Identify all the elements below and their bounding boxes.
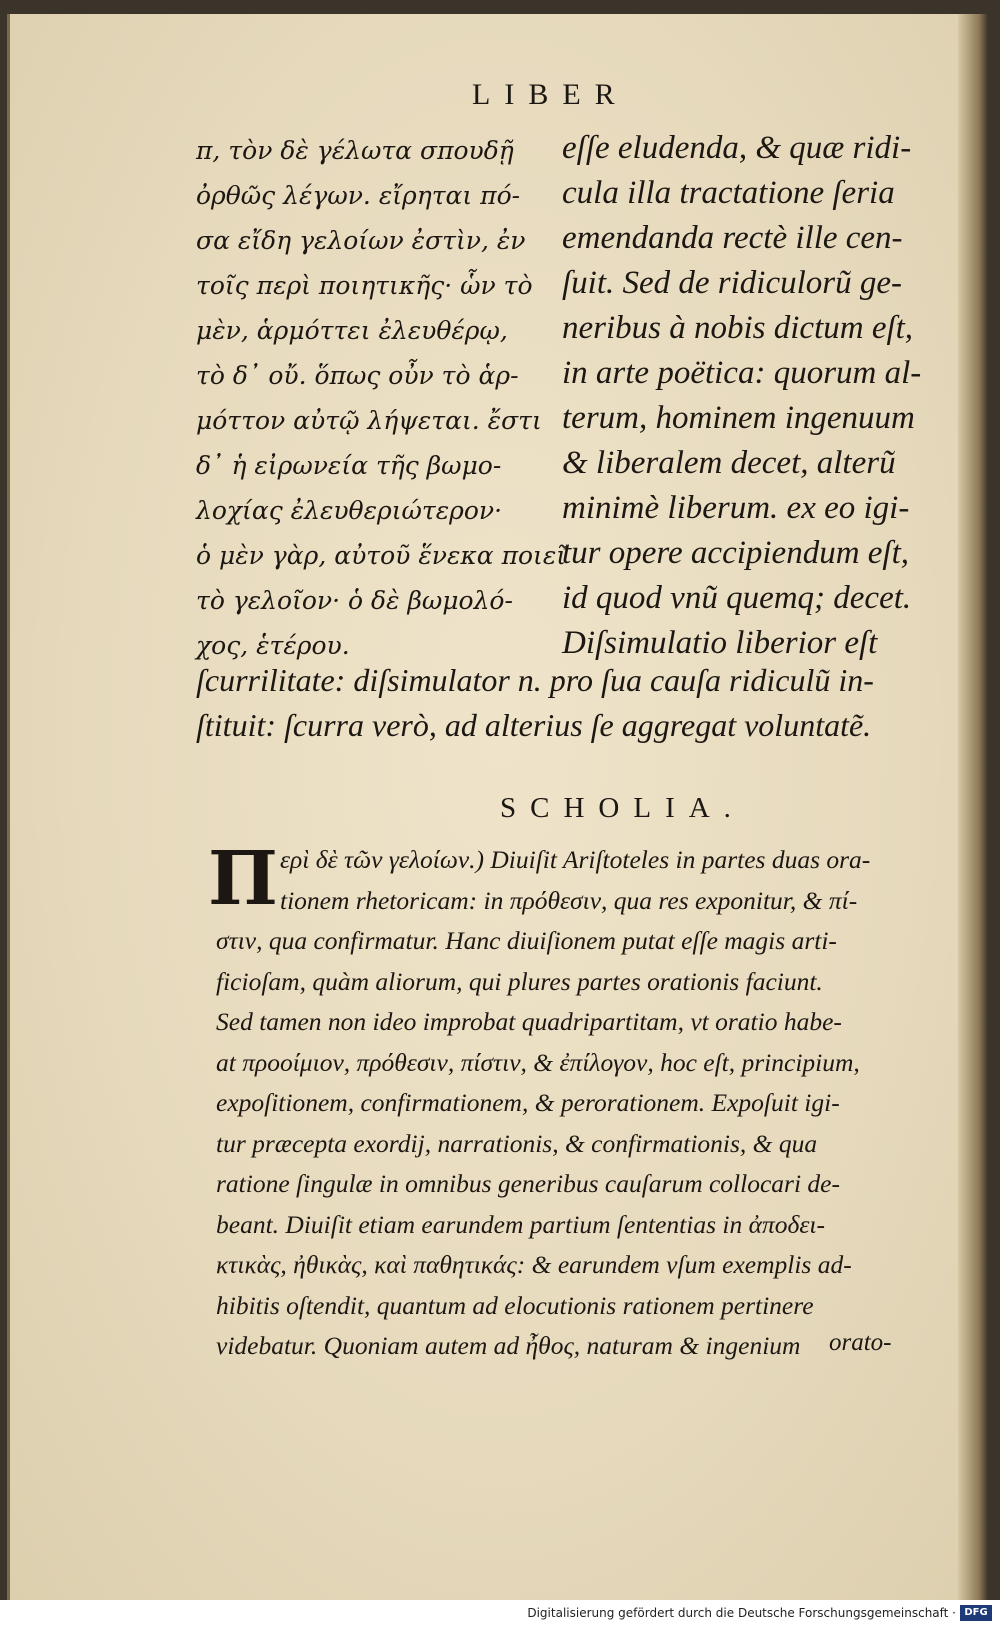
greek-line: ὀρθῶς λέγων. εἴρηται πό- (196, 181, 521, 210)
scholia-line: στιν, qua confirmatur. Hanc diuiſionem putat eſſe magis arti- (216, 926, 837, 955)
greek-line: τὸ γελοῖον· ὁ δὲ βωμολό- (196, 586, 513, 615)
latin-line: ſuit. Sed de ridiculorũ ge- (562, 265, 903, 301)
latin-line: neribus à nobis dictum eſt, (562, 310, 914, 346)
scholia-line: tur præcepta exordij, narrationis, & confirmationis, & qua (216, 1128, 818, 1158)
section-heading: SCHOLIA. (500, 792, 745, 824)
latin-line: minimè liberum. ex eo igi- (562, 490, 910, 526)
scholia-line: tionem rhetoricam: in πρόθεσιν, qua res exponitur, & πί- (280, 885, 858, 915)
catchword: orato- (829, 1329, 892, 1356)
scholia-line: hibitis oſtendit, quantum ad elocutionis rationem pertinere (216, 1290, 814, 1320)
scholia-line: expoſitionem, confirmationem, & perorationem. Expoſuit igi- (216, 1088, 840, 1117)
latin-line: terum, hominem ingenuum (562, 400, 915, 436)
scholia-line: ficioſam, quàm aliorum, qui plures partes orationis faciunt. (216, 966, 823, 996)
greek-line: μὲν, ἁρμόττει ἐλευθέρῳ, (196, 316, 508, 345)
greek-line: μόττον αὐτῷ λήψεται. ἔστι (196, 406, 542, 435)
greek-line: τὸ δ᾽ οὔ. ὅπως οὖν τὸ ἁρ- (196, 361, 519, 390)
latin-full-width-text (196, 658, 956, 748)
latin-line: cula illa tractatione ſeria (562, 175, 895, 211)
latin-text-column (562, 126, 952, 666)
greek-line: π, τὸν δὲ γέλωτα σπουδῇ (196, 136, 514, 165)
page-gutter (958, 14, 988, 1600)
latin-line: id quod vnũ quemq; decet. (562, 580, 912, 616)
scholia-line: ratione ſingulæ in omnibus generibus cauſarum collocari de- (216, 1169, 840, 1198)
running-head: LIBER (472, 78, 629, 111)
scholia-line: at προοίμιον, πρόθεσιν, πίστιν, & ἐπίλογον, hoc eſt, principium, (216, 1047, 860, 1077)
scholia-line: κτικὰς, ἠθικὰς, καὶ παθητικάς: & earundem vſum exemplis ad- (216, 1250, 852, 1279)
dfg-logo: DFG (960, 1605, 992, 1621)
latin-line: ſcurrilitate: diſsimulator n. pro ſua cauſa ridiculũ in- (196, 662, 874, 698)
digitization-footer (0, 1600, 1000, 1628)
latin-line: tur opere accipiendum eſt, (562, 535, 910, 571)
drop-capital: Π (208, 836, 278, 922)
greek-line: λοχίας ἐλευθεριώτερον· (196, 496, 503, 525)
scholia-line: ερὶ δὲ τῶν γελοίων.) Diuiſit Ariſtoteles in partes duas ora- (280, 845, 871, 874)
greek-text-column (196, 128, 567, 668)
greek-line: ὁ μὲν γὰρ, αὐτοῦ ἕνεκα ποιεῖ (196, 541, 567, 570)
scholia-line: beant. Diuiſit etiam earundem partium ſententias in ἀποδει- (216, 1209, 825, 1239)
scholia-line: videbatur. Quoniam autem ad ἦθος, naturam & ingenium (216, 1331, 801, 1360)
greek-line: χος, ἑτέρου. (196, 631, 350, 660)
greek-line: σα εἴδη γελοίων ἐστὶν, ἐν (196, 226, 526, 255)
latin-line: ſtituit: ſcurra verò, ad alterius ſe aggregat voluntatẽ. (196, 707, 872, 743)
latin-line: & liberalem decet, alterũ (562, 445, 896, 481)
latin-line: Diſsimulatio liberior eſt (562, 625, 878, 661)
latin-line: eſſe eludenda, & quæ ridi- (562, 130, 912, 166)
greek-line: δ᾽ ἡ εἰρωνεία τῆς βωμο- (196, 451, 502, 480)
scholia-text (216, 840, 960, 1367)
scholia-line: Sed tamen non ideo improbat quadripartitam, vt oratio habe- (216, 1007, 842, 1036)
latin-line: emendanda rectè ille cen- (562, 220, 903, 256)
latin-line: in arte poëtica: quorum al- (562, 355, 922, 391)
greek-line: τοῖς περὶ ποιητικῆς· ὧν τὸ (196, 271, 533, 300)
footer-credit: Digitalisierung gefördert durch die Deutsche Forschungsgemeinschaft · (527, 1606, 956, 1620)
